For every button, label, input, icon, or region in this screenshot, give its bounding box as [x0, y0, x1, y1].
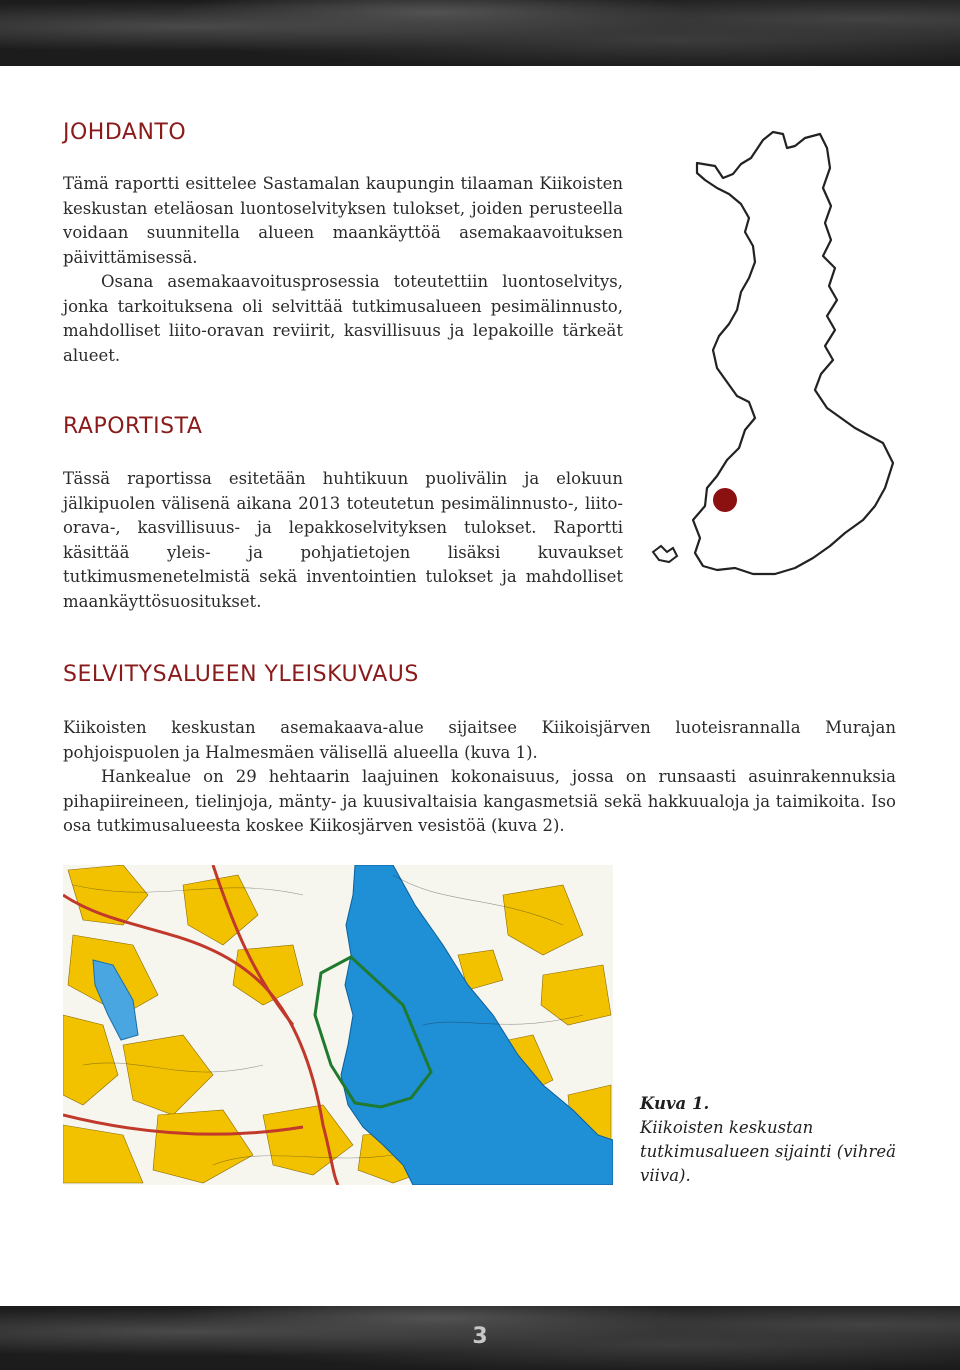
johdanto-paragraph-2: Osana asemakaavoitusprosessia toteutettiin luontoselvitys, jonka tarkoituksena oli selvittää tutkimusalueen pesimälinnusto, mahdolliset liito-oravan reviirit, kasvillisuus ja lepakoille tärkeät alueet.: [63, 272, 623, 365]
page-number: 3: [472, 1324, 488, 1349]
location-dot: [713, 488, 737, 512]
yleiskuvaus-paragraph-1: Kiikoisten keskustan asemakaava-alue sijaitsee Kiikoisjärven luoteisrannalla Murajan pohjoispuolen ja Halmesmäen välisellä alueella (kuva 1).: [63, 718, 896, 762]
raportista-paragraph-1: Tässä raportissa esitetään huhtikuun puolivälin ja elokuun jälkipuolen välisenä aikana 2013 toteutetun pesimälinnusto-, liito-orava-, kasvillisuus- ja lepakkoselvityksen tulokset. Raportti käsittää yleis- ja pohjatietojen lisäksi kuvaukset tutkimusmenetelmistä sekä inventointien tulokset ja mahdolliset maankäyttösuositukset.: [63, 469, 623, 611]
caption-text: Kiikoisten keskustan tutkimusalueen sijainti (vihreä viiva).: [640, 1118, 896, 1185]
bottom-texture-band: [0, 1306, 960, 1370]
finland-location-map: [645, 128, 910, 580]
heading-selvitysalueen-yleiskuvaus: SELVITYSALUEEN YLEISKUVAUS: [63, 662, 419, 687]
figure-caption: [640, 1092, 900, 1188]
caption-title: Kuva 1.: [640, 1094, 710, 1113]
heading-raportista: RAPORTISTA: [63, 414, 203, 439]
yleiskuvaus-paragraph-2: Hankealue on 29 hehtaarin laajuinen kokonaisuus, jossa on runsaasti asuinrakennuksia pihapiireineen, tielinjoja, mänty- ja kuusivaltaisia kangasmetsiä sekä hakkuualoja ja taimikoita. Iso osa tutkimusalueesta koskee Kiikosjärven vesistöä (kuva 2).: [63, 767, 896, 835]
study-area-map: [63, 865, 613, 1185]
johdanto-paragraph-1: Tämä raportti esittelee Sastamalan kaupungin tilaaman Kiikoisten keskustan eteläosan luontoselvityksen tulokset, joiden perusteella voidaan suunnitella alueen maankäyttöä asemakaavoituksen päivittämisessä.: [63, 174, 623, 267]
top-texture-band: [0, 0, 960, 66]
heading-johdanto: JOHDANTO: [63, 120, 187, 145]
aland-islands: [653, 546, 677, 562]
